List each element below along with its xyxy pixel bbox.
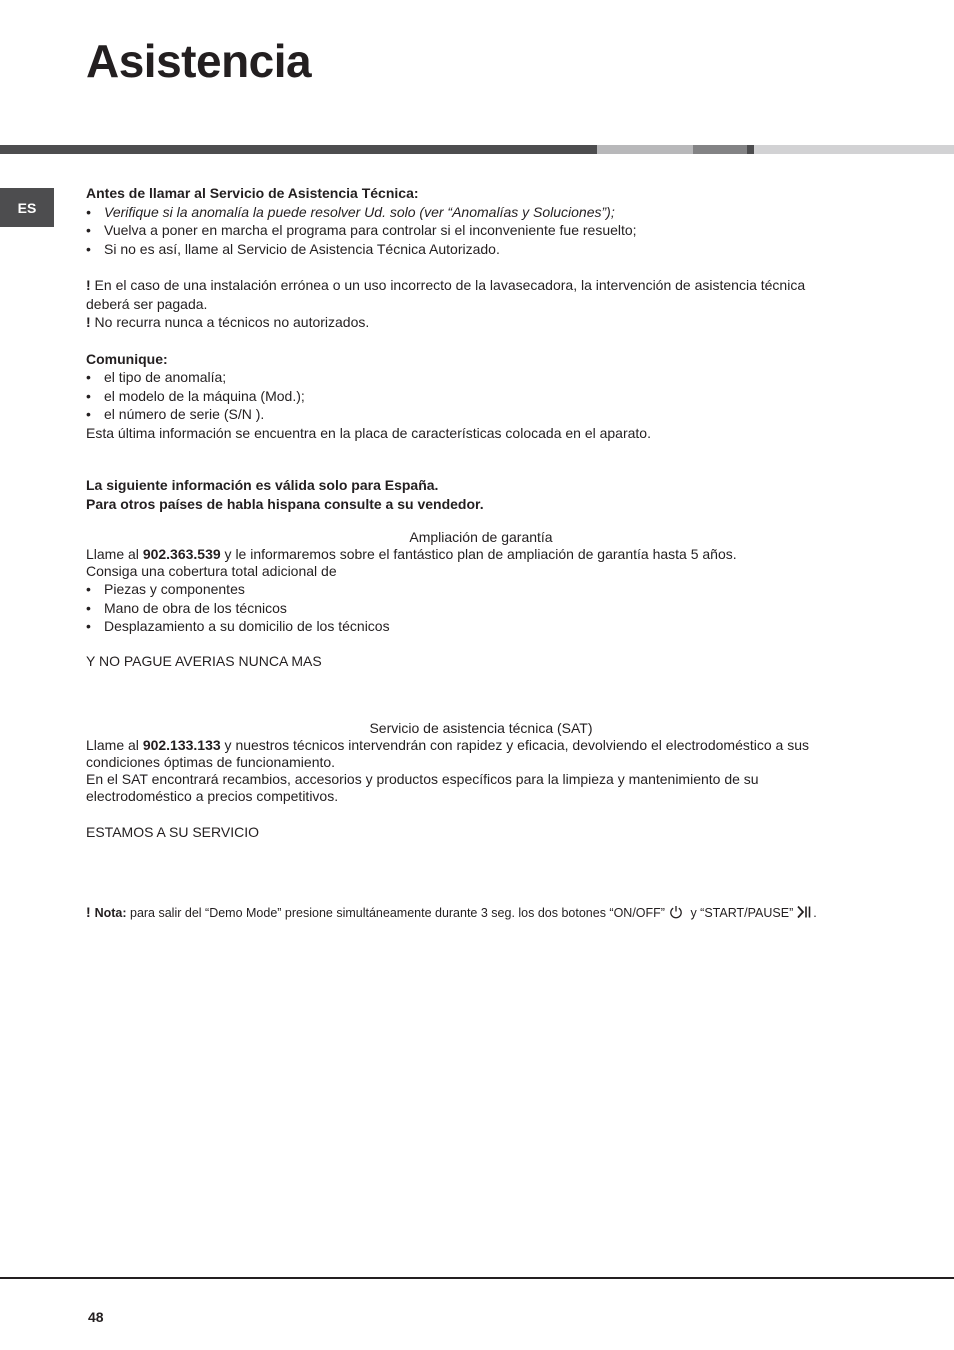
start-pause-icon [797, 905, 813, 925]
content [86, 184, 876, 924]
list-item: • el número de serie (S/N ). [86, 405, 876, 424]
list-item: • Piezas y componentes [86, 580, 876, 599]
warranty-call: Llame al 902.363.539 y le informaremos sobre el fantástico plan de ampliación de garantía hasta 5 años. [86, 546, 737, 562]
sat-call-cont: condiciones óptimas de funcionamiento. [86, 754, 336, 770]
sat-parts: En el SAT encontrará recambios, accesorios y productos específicos para la limpieza y mantenimiento de su [86, 771, 759, 787]
before-calling-list [86, 203, 876, 259]
page-title: Asistencia [86, 35, 312, 87]
list-item: • Si no es así, llame al Servicio de Asistencia Técnica Autorizado. [86, 240, 876, 259]
warranty-slogan: Y NO PAGUE AVERIAS NUNCA MAS [86, 652, 322, 669]
communicate-list [86, 368, 876, 424]
paid-service-warning-cont: deberá ser pagada. [86, 295, 208, 312]
spain-info-line2: Para otros países de habla hispana consulte a su vendedor. [86, 495, 484, 512]
footer-rule [0, 1277, 954, 1279]
warranty-list [86, 580, 876, 636]
list-item: • Mano de obra de los técnicos [86, 599, 876, 618]
unauthorized-warning: ! No recurra nunca a técnicos no autorizados. [86, 314, 370, 330]
list-item: • Desplazamiento a su domicilio de los técnicos [86, 617, 876, 636]
list-item: • Vuelva a poner en marcha el programa para controlar si el inconveniente fue resuelto; [86, 221, 876, 240]
language-tab: ES [0, 188, 54, 227]
before-calling-heading: Antes de llamar al Servicio de Asistencia Técnica: [86, 185, 419, 201]
sat-call: Llame al 902.133.133 y nuestros técnicos intervendrán con rapidez y eficacia, devolviendo el electrodoméstico a sus [86, 737, 809, 753]
power-icon [669, 905, 683, 925]
communicate-note: Esta última información se encuentra en la placa de características colocada en el aparato. [86, 424, 651, 441]
warranty-coverage: Consiga una cobertura total adicional de [86, 563, 337, 579]
sat-phone: 902.133.133 [142, 737, 221, 753]
list-item: • el tipo de anomalía; [86, 368, 876, 387]
demo-mode-note: ! Nota: para salir del “Demo Mode” presione simultáneamente durante 3 seg. los dos botones “ON/OFF” y “START/PAUSE” . [86, 903, 876, 925]
list-item: • el modelo de la máquina (Mod.); [86, 387, 876, 406]
page-number: 48 [88, 1309, 104, 1325]
list-item: • Verifique si la anomalía la puede resolver Ud. solo (ver “Anomalías y Soluciones”); [86, 203, 876, 222]
sat-slogan: ESTAMOS A SU SERVICIO [86, 824, 259, 840]
communicate-heading: Comunique: [86, 350, 168, 367]
warranty-phone: 902.363.539 [142, 546, 221, 562]
warranty-heading: Ampliación de garantía [409, 529, 553, 545]
sat-parts-cont: electrodoméstico a precios competitivos. [86, 788, 339, 804]
header-color-bar [0, 145, 954, 154]
spain-info-line1: La siguiente información es válida solo para España. [86, 477, 439, 493]
sat-heading: Servicio de asistencia técnica (SAT) [369, 720, 593, 736]
paid-service-warning: ! En el caso de una instalación errónea o un uso incorrecto de la lavasecadora, la intervención de asistencia técnica [86, 277, 806, 293]
